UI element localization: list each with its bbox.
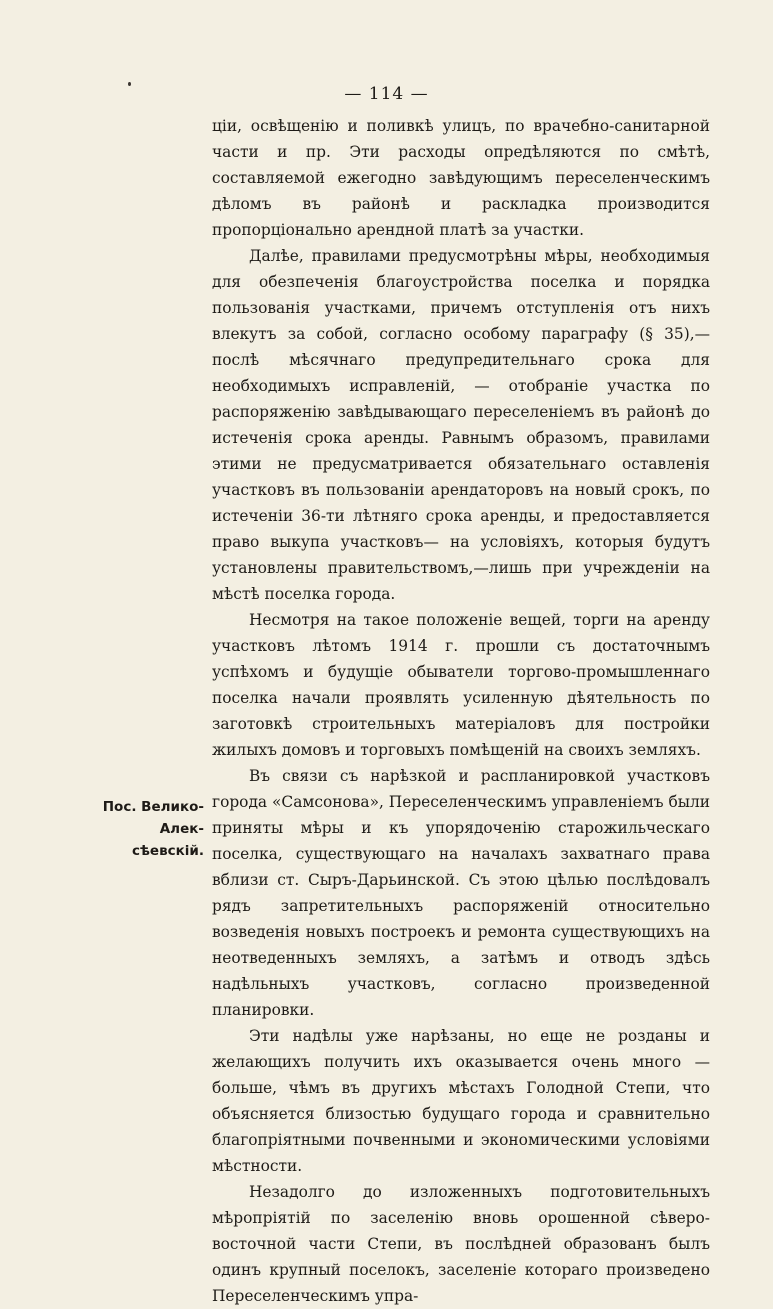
paragraph: Несмотря на такое положеніе вещей, торги на аренду участковъ лѣтомъ 1914 г. прошли съ достаточнымъ успѣхомъ и будущіе обыватели торгово-промышленнаго поселка начали проявлять усиленную дѣятельность по заготовкѣ строительныхъ матеріаловъ для постройки жилыхъ домовъ и торговыхъ помѣщеній на своихъ земляхъ. bbox=[212, 611, 710, 759]
paragraph: Въ связи съ нарѣзкой и распланировкой участковъ города «Самсонова», Переселенческимъ управленіемъ были приняты мѣры и къ упорядоченію старожильческаго поселка, существующаго на началахъ захватнаго права вблизи ст. Сыръ-Дарьинской. Съ этою цѣлью послѣдовалъ рядъ запретительныхъ распоряженій относительно возведенія новыхъ построекъ и ремонта существующихъ на неотведенныхъ земляхъ, а затѣмъ и отводъ здѣсь надѣльныхъ участковъ, согласно произведенной планировки. bbox=[212, 767, 710, 1019]
page-number: — 114 — bbox=[344, 84, 429, 104]
paragraph: Эти надѣлы уже нарѣзаны, но еще не розданы и желающихъ получить ихъ оказывается очень много — больше, чѣмъ въ другихъ мѣстахъ Голодной Степи, что объясняется близостью будущаго города и сравнительно благопріятными почвенными и экономическими условіями мѣстности. bbox=[212, 1027, 710, 1175]
margin-note bbox=[64, 796, 204, 862]
paragraph: ціи, освѣщенію и поливкѣ улицъ, по врачебно-санитарной части и пр. Эти расходы опредѣляются по смѣтѣ, составляемой ежегодно завѣдующимъ переселенческимъ дѣломъ въ районѣ и раскладка производится пропорціонально арендной платѣ за участки. bbox=[212, 117, 710, 239]
margin-note-line: Пос. Велико-Алек- bbox=[102, 799, 204, 837]
paragraph: Далѣе, правилами предусмотрѣны мѣры, необходимыя для обезпеченія благоустройства поселка и порядка пользованія участками, причемъ отступленія отъ нихъ влекутъ за собой, согласно особому параграфу (§ 35),—послѣ мѣсячнаго предупредительнаго срока для необходимыхъ исправленій, — отобраніе участка по распоряженію завѣдывающаго переселеніемъ въ районѣ до истеченія срока аренды. Равнымъ образомъ, правилами этими не предусматривается обязательнаго оставленія участковъ въ пользованіи арендаторовъ на новый срокъ, по истеченіи 36-ти лѣтняго срока аренды, и предоставляется право выкупа участковъ— на условіяхъ, которыя будутъ установлены правительствомъ,—лишь при учрежденіи на мѣстѣ поселка города. bbox=[212, 247, 710, 603]
paragraph: Незадолго до изложенныхъ подготовительныхъ мѣропріятій по заселенію вновь орошенной сѣверо-восточной части Степи, въ послѣдней образованъ былъ одинъ крупный поселокъ, заселеніе котораго произведено Переселенческимъ упра- bbox=[212, 1183, 710, 1305]
body-text bbox=[212, 113, 710, 1309]
margin-note-line: сѣевскій. bbox=[131, 843, 204, 859]
